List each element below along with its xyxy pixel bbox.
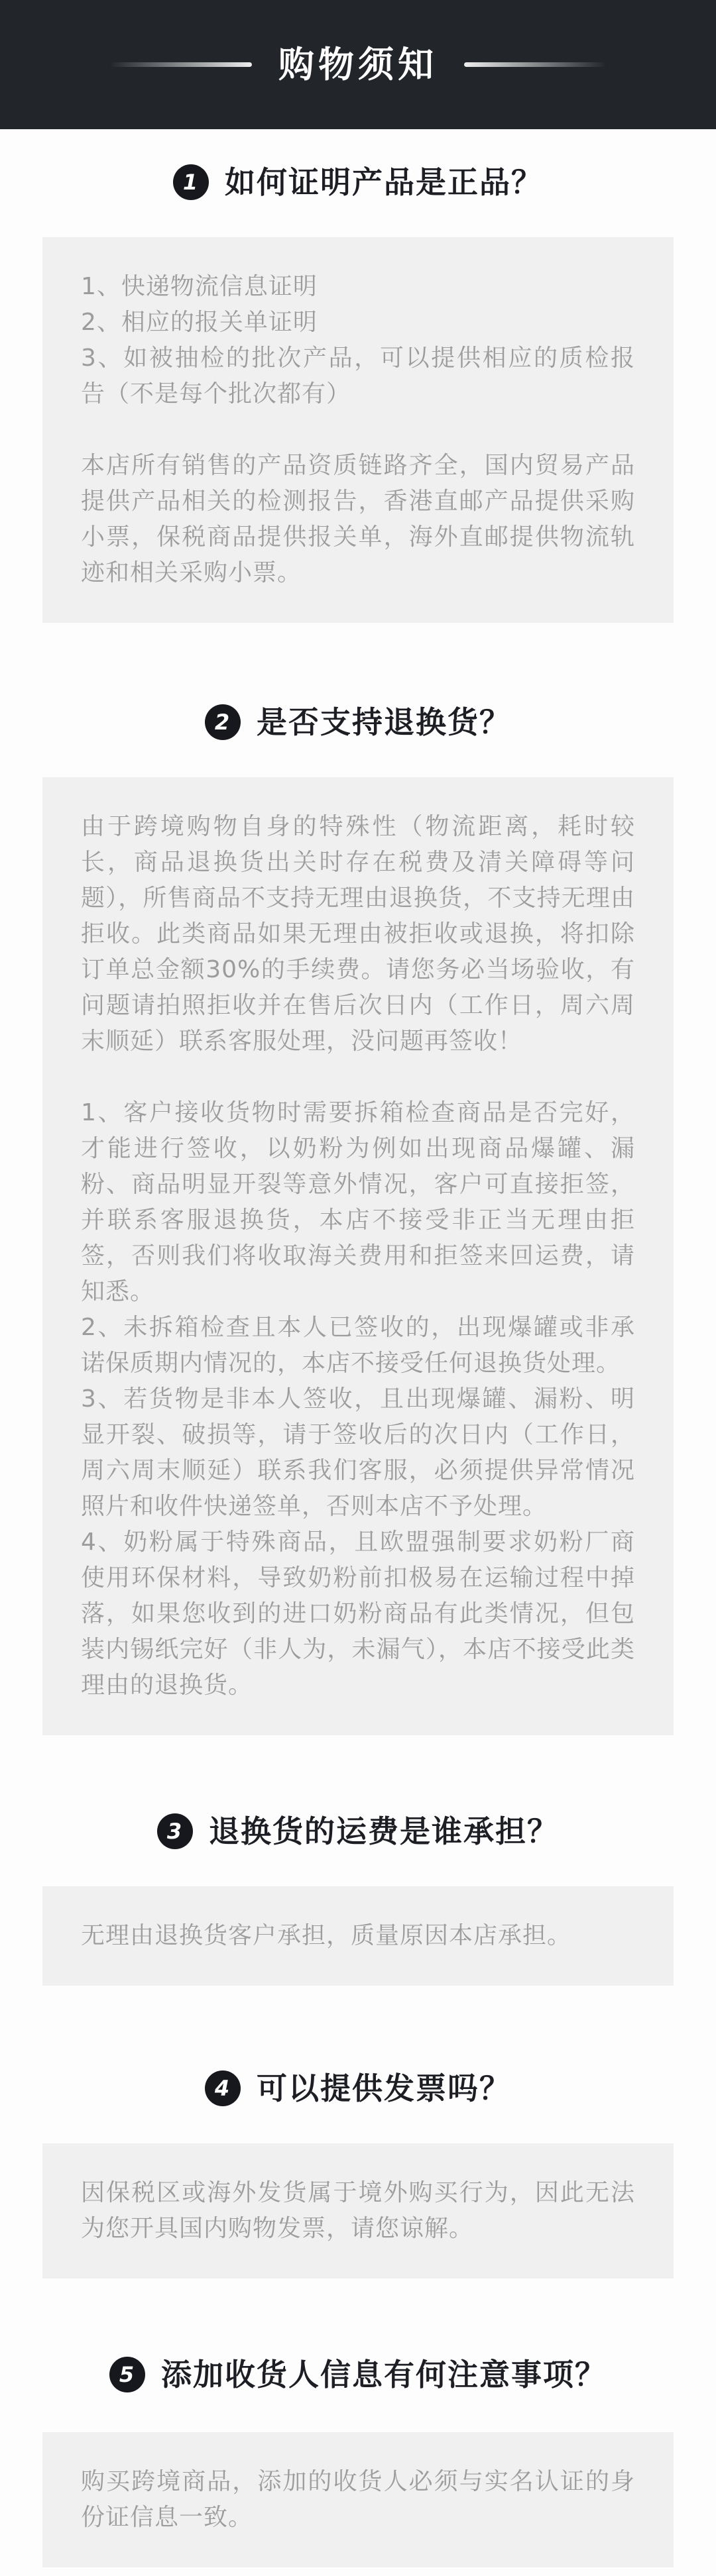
box-paragraph: 3、若货物是非本人签收，且出现爆罐、漏粉、明显开裂、破损等，请于签收后的次日内（工作日，周六周末顺延）联系我们客服，必须提供异常情况照片和收件快递签单，否则本店不予处理。 <box>81 1385 635 1520</box>
section-number-badge: 3 <box>157 1813 193 1849</box>
section-heading <box>0 702 716 742</box>
box-paragraph: 因保税区或海外发货属于境外购买行为，因此无法为您开具国内购物发票，请您谅解。 <box>81 2179 635 2242</box>
faq-section-invoice <box>0 2068 716 2279</box>
section-content-box <box>42 237 674 623</box>
box-paragraph: 3、如被抽检的批次产品，可以提供相应的质检报告（不是每个批次都有） <box>81 345 635 407</box>
box-paragraph: 4、奶粉属于特殊商品，且欧盟强制要求奶粉厂商使用环保材料，导致奶粉前扣极易在运输过程中掉落，如果您收到的进口奶粉商品有此类情况，但包装内锡纸完好（非人为，未漏气），本店不接受此类理由的退换货。 <box>81 1529 635 1699</box>
faq-section-returns <box>0 702 716 1735</box>
paragraph-spacer <box>81 1059 635 1095</box>
section-content-box <box>42 777 674 1735</box>
section-number-badge: 2 <box>205 704 241 740</box>
section-title: 添加收货人信息有何注意事项？ <box>161 2357 607 2392</box>
section-content-box <box>42 2432 674 2567</box>
paragraph-spacer <box>81 412 635 448</box>
faq-section-recipient-info <box>0 2355 716 2567</box>
section-number-badge: 1 <box>173 164 209 200</box>
header-divider-right-icon <box>464 62 607 67</box>
section-title: 可以提供发票吗？ <box>257 2070 511 2106</box>
faq-section-authenticity <box>0 162 716 623</box>
section-heading <box>0 2068 716 2108</box>
section-heading <box>0 2355 716 2394</box>
box-paragraph: 无理由退换货客户承担，质量原因本店承担。 <box>81 1922 572 1949</box>
box-paragraph: 由于跨境购物自身的特殊性（物流距离，耗时较长，商品退换货出关时存在税费及清关障碍等问题），所售商品不支持无理由退换货，不支持无理由拒收。此类商品如果无理由被拒收或退换，将扣除订单总金额30%的手续费。请您务必当场验收，有问题请拍照拒收并在售后次日内（工作日，周六周末顺延）联系客服处理，没问题再签收！ <box>81 813 635 1055</box>
box-paragraph: 购买跨境商品，添加的收货人必须与实名认证的身份证信息一致。 <box>81 2468 635 2531</box>
section-content-box <box>42 2143 674 2279</box>
section-heading <box>0 162 716 202</box>
section-number-badge: 5 <box>109 2357 145 2392</box>
section-heading <box>0 1811 716 1851</box>
faq-section-return-shipping-fee <box>0 1811 716 1986</box>
page-header <box>0 0 716 129</box>
box-paragraph: 本店所有销售的产品资质链路齐全，国内贸易产品提供产品相关的检测报告，香港直邮产品提供采购小票，保税商品提供报关单，海外直邮提供物流轨迹和相关采购小票。 <box>81 452 635 586</box>
section-content-box <box>42 1886 674 1986</box>
section-title: 退换货的运费是谁承担？ <box>209 1813 559 1849</box>
section-number-badge: 4 <box>205 2070 241 2106</box>
page-title: 购物须知 <box>278 43 438 85</box>
section-title: 是否支持退换货？ <box>257 704 511 740</box>
box-paragraph: 2、未拆箱检查且本人已签收的，出现爆罐或非承诺保质期内情况的，本店不接受任何退换货处理。 <box>81 1314 635 1377</box>
box-paragraph: 2、相应的报关单证明 <box>81 309 318 336</box>
box-paragraph: 1、客户接收货物时需要拆箱检查商品是否完好，才能进行签收，以奶粉为例如出现商品爆罐、漏粉、商品明显开裂等意外情况，客户可直接拒签，并联系客服退换货，本店不接受非正当无理由拒签，否则我们将收取海关费用和拒签来回运费，请知悉。 <box>81 1099 635 1305</box>
section-title: 如何证明产品是正品？ <box>225 164 543 200</box>
box-paragraph: 1、快递物流信息证明 <box>81 273 318 300</box>
header-divider-left-icon <box>109 62 252 67</box>
